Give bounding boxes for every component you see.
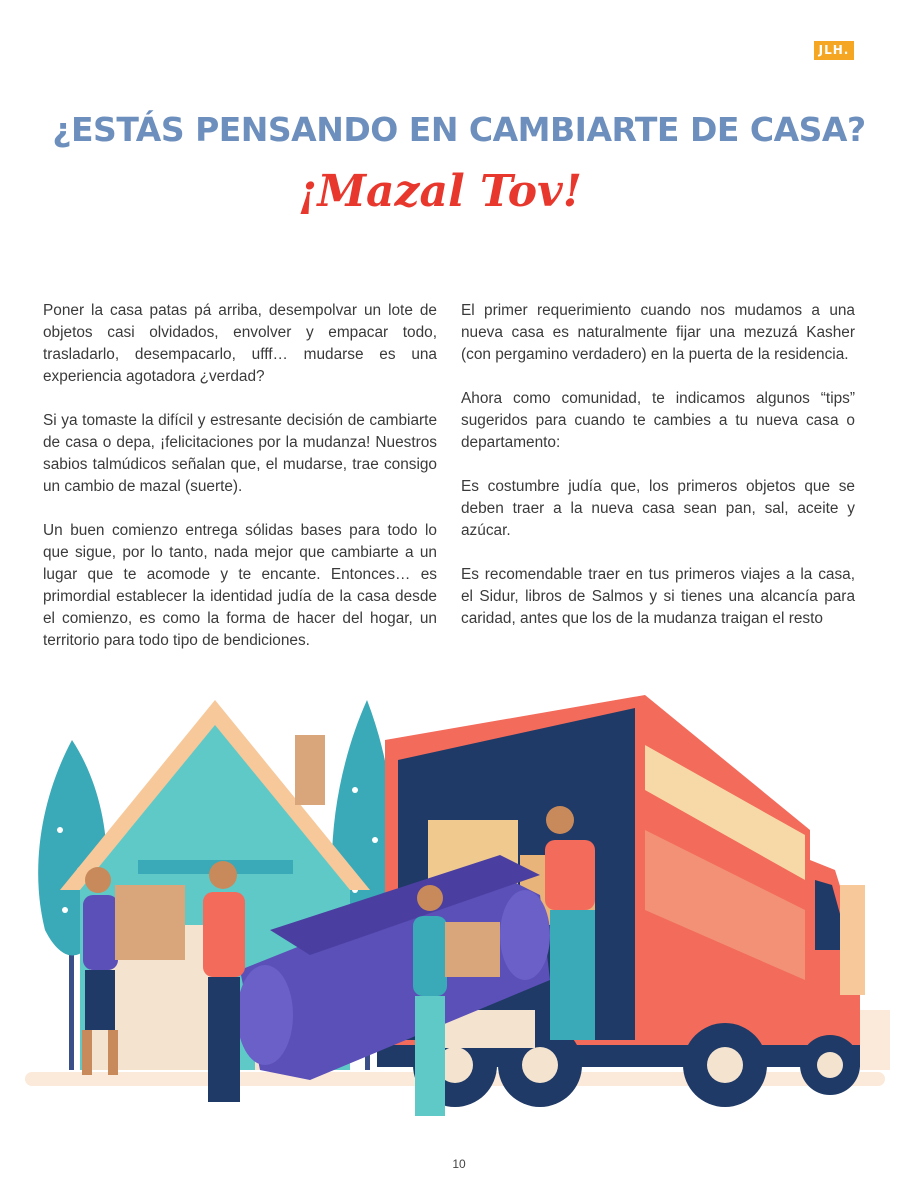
paragraph: El primer requerimiento cuando nos mudamos a una nueva casa es naturalmente fijar una mezuzá Kasher (con pergamino verdadero) en la puerta de la residencia. xyxy=(461,302,855,363)
person-icon xyxy=(545,806,595,1040)
page-number: 10 xyxy=(452,1157,466,1171)
moving-illustration xyxy=(20,680,900,1150)
paragraph: Un buen comienzo entrega sólidas bases para todo lo que sigue, por lo tanto, nada mejor que cambiarte a un lugar que te acomode y te encante. Entonces… es primordial establecer la identidad judía de la casa desde el comienzo, es como la forma de hacer del hogar, un territorio para todo tipo de bendiciones. xyxy=(43,522,437,649)
paragraph: Es costumbre judía que, los primeros objetos que se deben traer a la nueva casa sean pan, sal, aceite y azúcar. xyxy=(461,478,855,539)
box-icon xyxy=(445,922,500,977)
left-column xyxy=(43,300,437,674)
page-subtitle: ¡Mazal Tov! xyxy=(298,166,582,217)
page-title: ¿ESTÁS PENSANDO EN CAMBIARTE DE CASA? xyxy=(52,110,866,149)
right-column xyxy=(461,300,855,652)
paragraph: Es recomendable traer en tus primeros viajes a la casa, el Sidur, libros de Salmos y si tienes una alcancía para caridad, antes que los de la mudanza traigan el resto xyxy=(461,566,855,627)
person-icon xyxy=(203,861,245,1102)
paragraph: Poner la casa patas pá arriba, desempolvar un lote de objetos casi olvidados, envolver y empacar todo, trasladarlo, desempacarlo, ufff… mudarse es una experiencia agotadora ¿verdad? xyxy=(43,302,437,385)
paragraph: Ahora como comunidad, te indicamos algunos “tips” sugeridos para cuando te cambies a tu nueva casa o departamento: xyxy=(461,390,855,451)
box-icon xyxy=(115,885,185,960)
paragraph: Si ya tomaste la difícil y estresante decisión de cambiarte de casa o depa, ¡felicitaciones por la mudanza! Nuestros sabios talmúdicos señalan que, el mudarse, trae consigo un cambio de mazal (suerte). xyxy=(43,412,437,495)
logo-badge: JLH. xyxy=(814,41,854,60)
